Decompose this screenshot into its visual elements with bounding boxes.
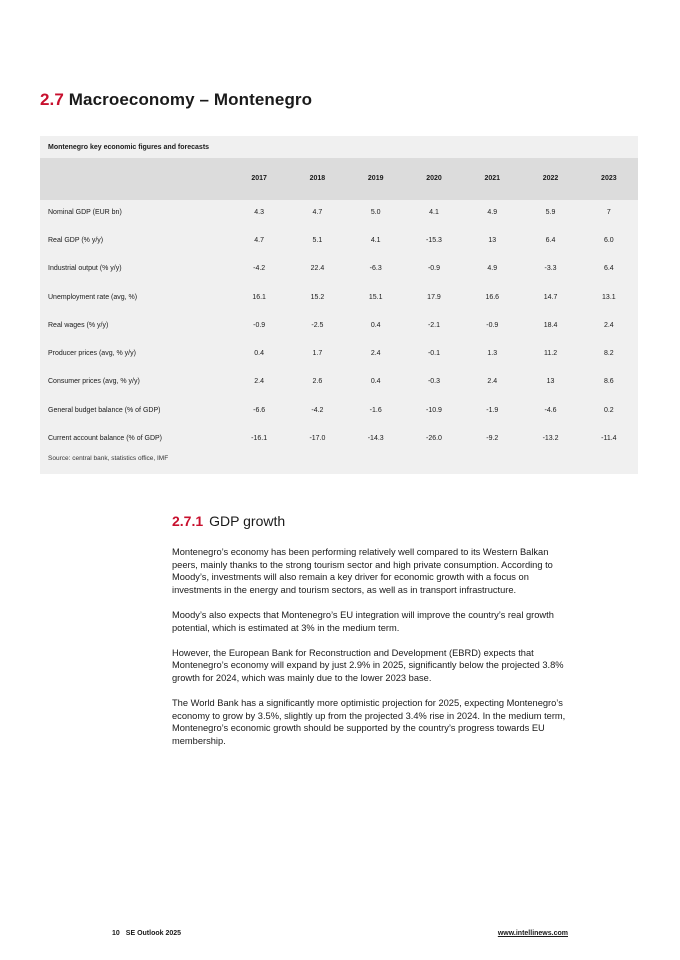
value-cell: 2.4 [254, 378, 264, 386]
table-row [40, 283, 638, 311]
year-header: 2019 [367, 174, 384, 182]
value-cell: -26.0 [426, 435, 442, 443]
value-cell: 15.1 [368, 293, 383, 301]
table-row [40, 255, 638, 283]
value-cell: 1.7 [312, 350, 323, 358]
paragraph: However, the European Bank for Reconstruction and Development (EBRD) expects that Montenegro’s economy will expand by just 2.9% in 2025, significantly below the projected 3.8% growth for 2024, which was mainly due to the lower 2023 base. [172, 647, 564, 683]
row-label: Nominal GDP (EUR bn) [48, 208, 122, 216]
row-label: Consumer prices (avg, % y/y) [48, 378, 140, 386]
row-label: Industrial output (% y/y) [48, 265, 122, 273]
subsection-number: 2.7.1 [172, 513, 204, 529]
value-cell: -0.1 [427, 350, 441, 358]
value-cell: -3.3 [544, 265, 557, 273]
value-cell: 1.3 [487, 350, 498, 358]
value-cell: 14.7 [543, 293, 558, 301]
value-cell: 17.9 [427, 293, 441, 301]
value-cell: 13 [546, 378, 555, 386]
value-cell: 4.9 [487, 265, 498, 273]
value-cell: -15.3 [426, 236, 442, 244]
value-cell: 8.2 [603, 350, 614, 358]
value-cell: 2.4 [370, 350, 381, 358]
year-header: 2022 [542, 174, 559, 182]
website-link[interactable]: www.intellinews.com [497, 930, 568, 937]
section-number: 2.7 [40, 90, 64, 109]
value-cell: 6.0 [603, 236, 614, 244]
value-cell: 4.1 [370, 236, 381, 244]
value-cell: -4.2 [253, 265, 266, 273]
value-cell: 6.4 [603, 265, 614, 273]
value-cell: 8.6 [603, 378, 614, 386]
value-cell: 0.4 [370, 378, 381, 386]
value-cell: 5.1 [312, 236, 323, 244]
row-label: Real GDP (% y/y) [48, 236, 104, 244]
value-cell: -6.6 [253, 406, 266, 414]
header-label-cell [40, 158, 230, 198]
value-cell: 2.6 [312, 378, 323, 386]
table-header-row [40, 158, 638, 198]
value-cell: -2.5 [311, 321, 324, 329]
value-cell: 4.1 [429, 208, 439, 216]
paragraph: Montenegro’s economy has been performing relatively well compared to its Western Balkan peers, mainly thanks to the strong tourism sector and high private consumption. According to Moody’s, investments will also remain a key driver for economic growth with a focus on investments in the energy and tourism sectors, as well as in transport infrastructure. [172, 547, 553, 595]
value-cell: -0.9 [486, 321, 499, 329]
value-cell: -13.2 [542, 435, 559, 443]
subsection-heading [172, 513, 285, 529]
value-cell: 4.3 [254, 208, 264, 216]
value-cell: 15.2 [310, 293, 325, 301]
value-cell: 0.4 [254, 350, 264, 358]
paragraph: The World Bank has a significantly more optimistic projection for 2025, expecting Montenegro’s economy to grow by 3.5%, slightly up from the projected 3.4% rise in 2024. In the medium term, Montenegro’s economic growth should be supported by the country’s progress towards EU membership. [172, 698, 566, 746]
value-cell: 6.4 [545, 236, 556, 244]
value-cell: 0.4 [370, 321, 381, 329]
value-cell: -4.2 [311, 406, 324, 414]
year-header: 2023 [601, 174, 617, 182]
year-header: 2018 [309, 174, 326, 182]
value-cell: 13.1 [602, 293, 616, 301]
table-row [40, 368, 638, 396]
value-cell: -1.9 [486, 406, 499, 414]
value-cell: 18.4 [543, 321, 558, 329]
value-cell: 22.4 [310, 265, 325, 273]
value-cell: -10.9 [426, 406, 442, 414]
value-cell: -16.1 [251, 435, 268, 443]
subsection-title: GDP growth [209, 513, 286, 529]
value-cell: 2.4 [603, 321, 614, 329]
value-cell: 4.7 [254, 236, 264, 244]
value-cell: 4.9 [487, 208, 498, 216]
value-cell: 0.2 [603, 406, 614, 414]
article-body [172, 546, 572, 760]
value-cell: -0.9 [253, 321, 266, 329]
value-cell: -2.1 [427, 321, 441, 329]
row-label: Current account balance (% of GDP) [48, 435, 162, 443]
footer-publication [112, 930, 181, 937]
value-cell: -14.3 [367, 435, 384, 443]
value-cell: 16.6 [485, 293, 500, 301]
table-row [40, 198, 638, 226]
value-cell: -1.6 [369, 406, 382, 414]
value-cell: 16.1 [252, 293, 266, 301]
table-row [40, 424, 638, 452]
year-header: 2017 [251, 174, 267, 182]
table-row [40, 311, 638, 339]
value-cell: 13 [488, 236, 497, 244]
value-cell: -17.0 [309, 435, 326, 443]
value-cell: 7 [606, 208, 611, 216]
table-row [40, 339, 638, 367]
table-row [40, 396, 638, 424]
value-cell: 5.0 [370, 208, 381, 216]
value-cell: -11.4 [601, 435, 617, 443]
page-number: 10 [112, 930, 120, 937]
value-cell: -6.3 [369, 265, 382, 273]
value-cell: -9.2 [486, 435, 499, 443]
value-cell: -0.9 [427, 265, 441, 273]
table-row [40, 226, 638, 254]
publication-name: SE Outlook 2025 [125, 930, 182, 937]
row-label: General budget balance (% of GDP) [48, 406, 161, 414]
table-caption: Montenegro key economic figures and forecasts [48, 144, 210, 151]
section-heading [40, 90, 312, 110]
year-header: 2021 [484, 174, 501, 182]
year-header: 2020 [426, 174, 442, 182]
value-cell: 11.2 [543, 350, 558, 358]
value-cell: 5.9 [545, 208, 556, 216]
paragraph: Moody’s also expects that Montenegro’s EU integration will improve the country’s real growth potential, which is estimated at 3% in the medium term. [172, 609, 554, 633]
value-cell: -0.3 [427, 378, 441, 386]
table-source: Source: central bank, statistics office, IMF [48, 455, 169, 462]
section-title: Macroeconomy – Montenegro [68, 90, 313, 109]
value-cell: 2.4 [487, 378, 498, 386]
row-label: Real wages (% y/y) [48, 321, 109, 329]
row-label: Producer prices (avg, % y/y) [48, 350, 136, 358]
economic-figures-table [40, 158, 638, 453]
value-cell: 4.7 [312, 208, 323, 216]
row-label: Unemployment rate (avg, %) [48, 293, 138, 301]
value-cell: -4.6 [544, 406, 557, 414]
